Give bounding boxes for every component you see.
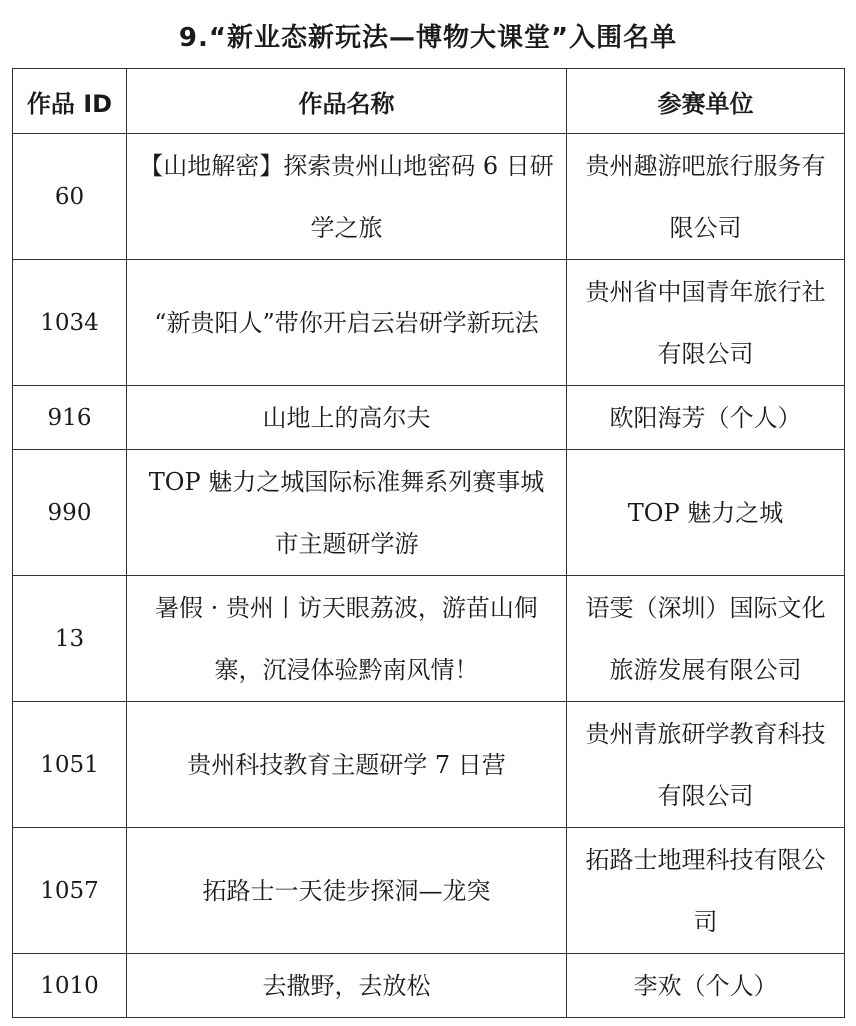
work-name-cell [127,260,567,386]
table-row [13,386,845,450]
shortlist-table [12,68,845,1018]
work-id: 916 [13,386,127,450]
table-row [13,134,845,260]
work-name-cell [127,576,567,702]
participant-unit: TOP 魅力之城 [627,498,784,527]
work-id: 1051 [13,702,127,828]
unit-cell [567,954,845,1018]
table-row [13,702,845,828]
work-id: 990 [13,450,127,576]
participant-unit: 贵州青旅研学教育科技有限公司 [585,719,826,810]
work-name: 贵州科技教育主题研学 7 日营 [187,750,506,779]
work-name-cell [127,702,567,828]
work-id: 13 [13,576,127,702]
unit-cell [567,702,845,828]
column-header-unit: 参赛单位 [567,69,845,134]
table-row [13,260,845,386]
work-id: 1057 [13,828,127,954]
table-header-row [13,69,845,134]
work-name: 【山地解密】探索贵州山地密码 6 日研学之旅 [139,151,554,242]
table-row [13,576,845,702]
work-name: TOP 魅力之城国际标准舞系列赛事城市主题研学游 [148,467,545,558]
table-row [13,954,845,1018]
work-name-cell [127,386,567,450]
work-name: 拓路士一天徒步探洞—龙突 [202,876,491,905]
unit-cell [567,386,845,450]
unit-cell [567,450,845,576]
unit-cell [567,260,845,386]
work-name-cell [127,954,567,1018]
table-row [13,828,845,954]
participant-unit: 贵州趣游吧旅行服务有限公司 [585,151,826,242]
work-id: 1010 [13,954,127,1018]
unit-cell [567,576,845,702]
participant-unit: 贵州省中国青年旅行社有限公司 [585,277,826,368]
work-id: 60 [13,134,127,260]
column-header-id: 作品 ID [13,69,127,134]
unit-cell [567,828,845,954]
page-title: 9.“新业态新玩法—博物大课堂”入围名单 [178,23,678,53]
participant-unit: 李欢（个人） [633,971,778,1000]
work-id: 1034 [13,260,127,386]
participant-unit: 语雯（深圳）国际文化旅游发展有限公司 [585,593,826,684]
participant-unit: 欧阳海芳（个人） [609,403,802,432]
work-name: 暑假 · 贵州丨访天眼荔波，游苗山侗寨，沉浸体验黔南风情！ [155,593,538,684]
work-name-cell [127,450,567,576]
participant-unit: 拓路士地理科技有限公司 [585,845,826,936]
column-header-name: 作品名称 [127,69,567,134]
work-name: “新贵阳人”带你开启云岩研学新玩法 [154,308,539,337]
unit-cell [567,134,845,260]
work-name-cell [127,134,567,260]
work-name: 去撒野，去放松 [262,971,431,1000]
table-row [13,450,845,576]
work-name: 山地上的高尔夫 [262,403,431,432]
work-name-cell [127,828,567,954]
